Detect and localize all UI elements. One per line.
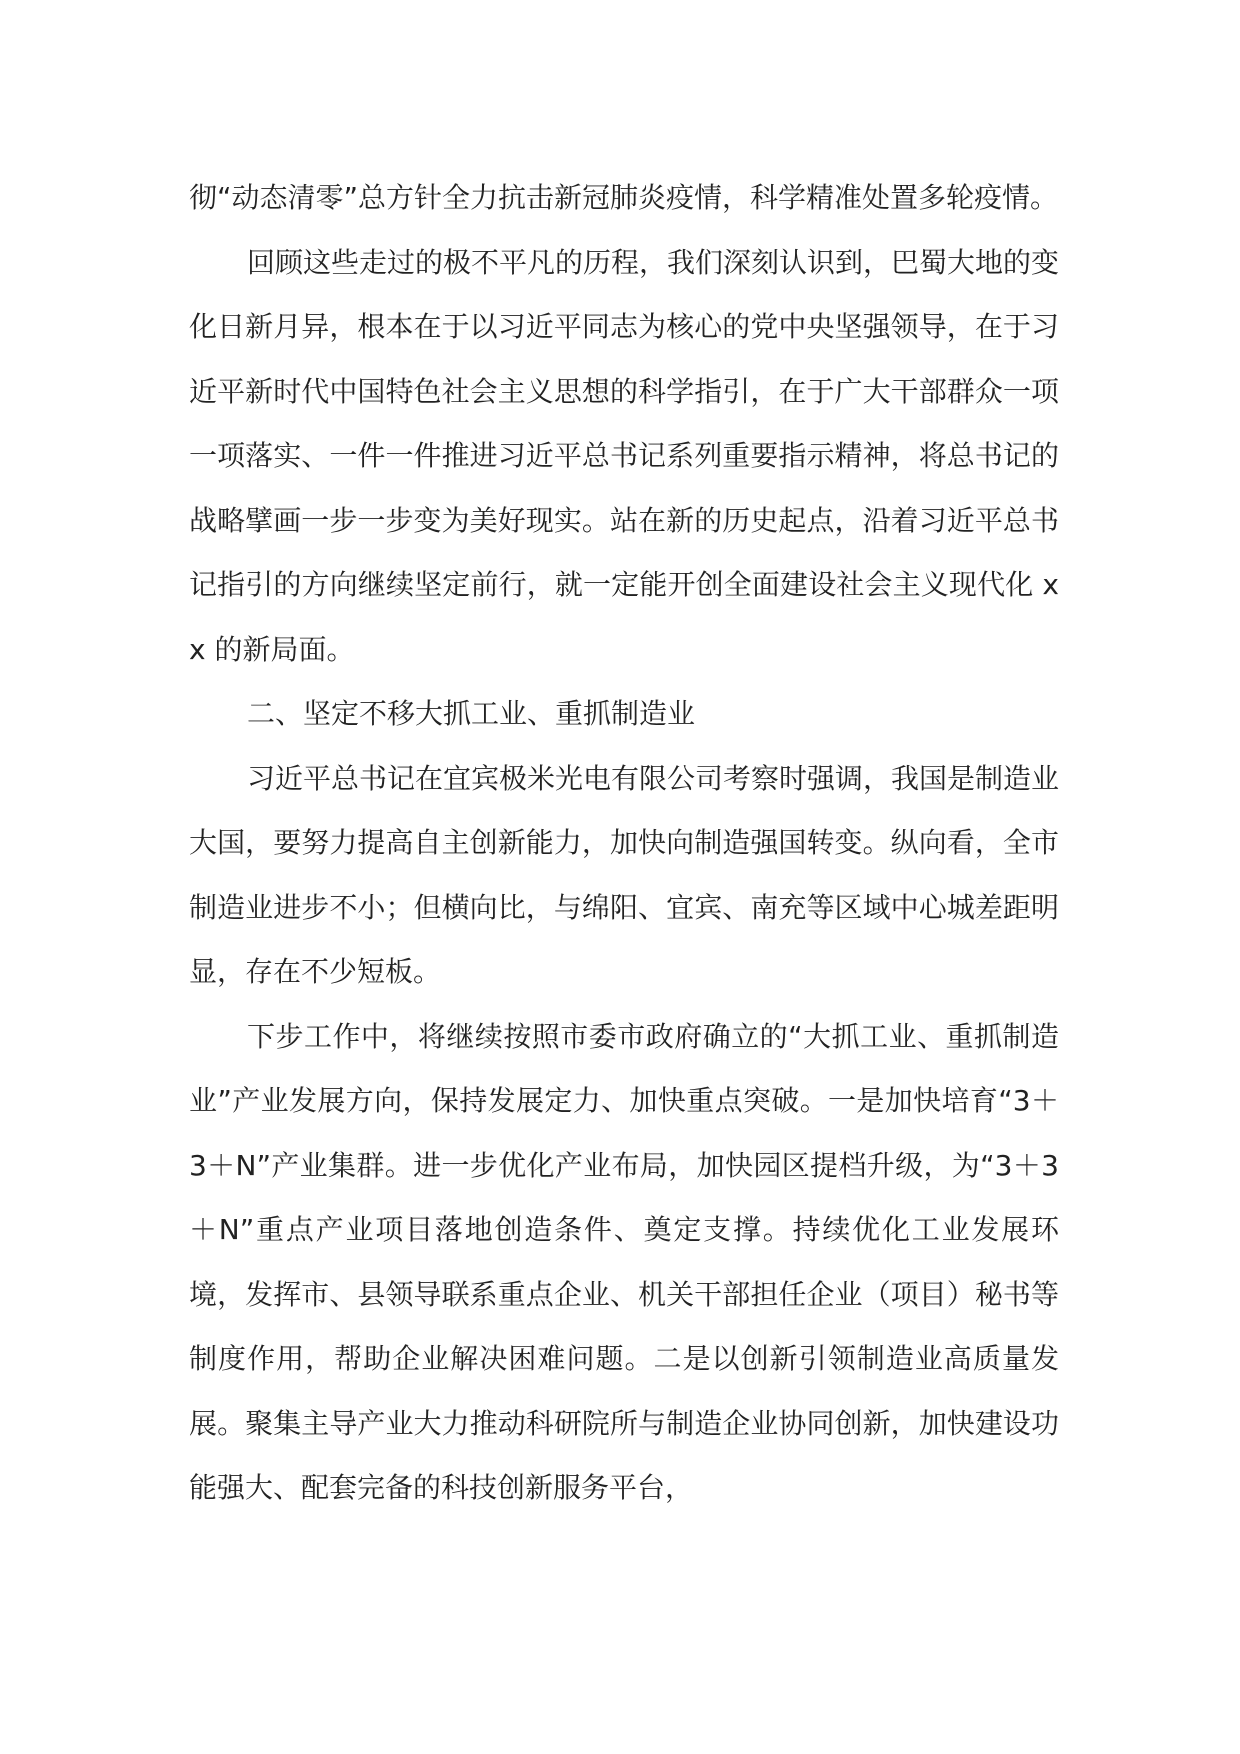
document-body	[189, 166, 1059, 1521]
paragraph-continuation: 彻“动态清零”总方针全力抗击新冠肺炎疫情，科学精准处置多轮疫情。	[189, 181, 1059, 214]
paragraph-next-steps: 下步工作中，将继续按照市委市政府确立的“大抓工业、重抓制造业”产业发展方向，保持发展定力、加快重点突破。一是加快培育“3＋3＋N”产业集群。进一步优化产业布局，加快园区提档升级，为“3＋3＋N”重点产业项目落地创造条件、奠定支撑。持续优化工业发展环境，发挥市、县领导联系重点企业、机关干部担任企业（项目）秘书等制度作用，帮助企业解决困难问题。二是以创新引领制造业高质量发展。聚集主导产业大力推动科研院所与制造企业协同创新，加快建设功能强大、配套完备的科技创新服务平台，	[189, 1019, 1059, 1504]
section-heading-manufacturing: 二、坚定不移大抓工业、重抓制造业	[247, 697, 696, 730]
paragraph-review: 回顾这些走过的极不平凡的历程，我们深刻认识到，巴蜀大地的变化日新月异，根本在于以习近平同志为核心的党中央坚强领导，在于习近平新时代中国特色社会主义思想的科学指引，在于广大干部群众一项一项落实、一件一件推进习近平总书记系列重要指示精神，将总书记的战略擘画一步一步变为美好现实。站在新的历史起点，沿着习近平总书记指引的方向继续坚定前行，就一定能开创全面建设社会主义现代化 xx 的新局面。	[189, 245, 1060, 666]
paragraph-inspection-remarks: 习近平总书记在宜宾极米光电有限公司考察时强调，我国是制造业大国，要努力提高自主创新能力，加快向制造强国转变。纵向看，全市制造业进步不小；但横向比，与绵阳、宜宾、南充等区域中心城差距明显，存在不少短板。	[189, 761, 1060, 988]
